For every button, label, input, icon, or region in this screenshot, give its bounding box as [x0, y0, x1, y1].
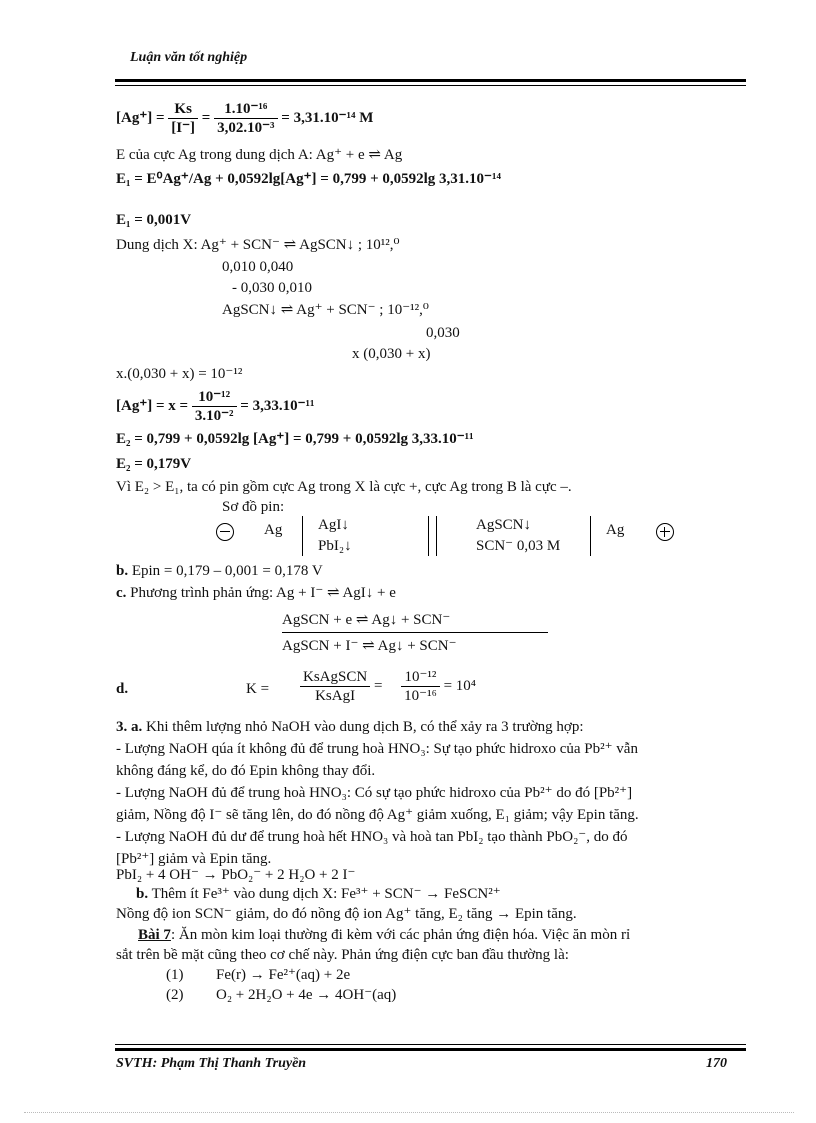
text-line: AgSCN↓ ⇌ Ag⁺ + SCN⁻ ; 10⁻¹²,⁰ — [222, 302, 429, 318]
fraction-ks-over-i — [168, 100, 198, 137]
frac-den: KsAgI — [315, 688, 356, 704]
cell-agscn: AgSCN↓ — [476, 517, 532, 533]
paragraph-line: - Lượng NaOH đủ để trung hoà HNO₃: Có sự tạo phức hidroxo của Pb²⁺ do đó [Pb²⁺] — [116, 785, 633, 801]
paragraph-text: Thêm ít Fe³⁺ vào dung dịch X: Fe³⁺ + SCN⁻ → FeSCN²⁺ — [148, 886, 501, 902]
label-d: d. — [116, 681, 129, 697]
fraction-values — [192, 388, 237, 425]
plus-circle-icon — [656, 523, 674, 541]
paragraph-line: [Pb²⁺] giảm và Epin tăng. — [116, 851, 272, 867]
label-c: c. — [116, 585, 127, 601]
salt-bridge-line — [428, 516, 429, 556]
equation-ag-x — [116, 388, 314, 425]
footer-rule-thick — [115, 1048, 746, 1051]
equation-e2: E₂ = 0,799 + 0,0592lg [Ag⁺] = 0,799 + 0,0592lg 3,33.10⁻¹¹ — [116, 431, 474, 447]
eq-lhs: [Ag⁺] = — [116, 109, 165, 126]
exercise-title: Bài 7 — [138, 927, 171, 943]
text-line: Sơ đồ pin: — [222, 499, 285, 515]
frac-num: 10⁻¹² — [192, 388, 237, 407]
equation-e2-result: E₂ = 0,179V — [116, 456, 192, 472]
fraction-ks — [300, 668, 370, 705]
cell-electrode-left: Ag — [264, 522, 283, 538]
frac-den: 10⁻¹⁶ — [404, 688, 437, 704]
text-line: 0,010 0,040 — [222, 259, 294, 275]
label-b: b. — [136, 886, 149, 902]
paragraph-line — [136, 885, 501, 903]
cell-agi: AgI↓ — [318, 517, 349, 533]
text-line-c — [116, 584, 396, 602]
page-bottom-edge — [24, 1112, 794, 1113]
text-epin: Epin = 0,179 – 0,001 = 0,178 V — [131, 563, 323, 579]
paragraph-line — [116, 718, 583, 736]
equation-e1-result: E₁ = 0,001V — [116, 212, 192, 228]
reaction-line: Fe(r) → Fe²⁺(aq) + 2e — [216, 967, 351, 983]
reaction-number: (2) — [166, 987, 184, 1003]
paragraph-line: giảm, Nồng độ I⁻ sẽ tăng lên, do đó nồng độ Ag⁺ giảm xuống, E₁ giảm; vậy Epin tăng. — [116, 807, 639, 823]
frac-den: 3.10⁻² — [194, 408, 234, 424]
sum-line — [282, 632, 548, 633]
label-3a: 3. a. — [116, 719, 143, 735]
text-line: Vì E₂ > E₁, ta có pin gồm cực Ag trong X là cực +, cực Ag trong B là cực –. — [116, 479, 572, 495]
frac-num: 10⁻¹² — [401, 668, 440, 687]
footer-rule-thin — [115, 1044, 746, 1045]
equation-ag-concentration — [116, 100, 373, 137]
text-line: AgSCN + e ⇌ Ag↓ + SCN⁻ — [282, 612, 451, 628]
text-line: Dung dịch X: Ag⁺ + SCN⁻ ⇌ AgSCN↓ ; 10¹²,⁰ — [116, 237, 400, 253]
k-label: K = — [246, 681, 270, 697]
footer-author: SVTH: Phạm Thị Thanh Truyền — [116, 1056, 307, 1071]
salt-bridge-line — [436, 516, 437, 556]
frac-den: 3,02.10⁻³ — [217, 120, 275, 136]
text-line: 0,030 — [426, 325, 460, 341]
page-header-title: Luận văn tốt nghiệp — [130, 50, 248, 65]
label-b: b. — [116, 563, 129, 579]
header-rule-thin — [115, 85, 746, 86]
footer-page-number: 170 — [706, 1056, 727, 1071]
cell-phase-boundary — [590, 516, 591, 556]
text-reaction: Phương trình phản ứng: Ag + I⁻ ⇌ AgI↓ + e — [130, 585, 396, 601]
frac-den: [I⁻] — [171, 120, 196, 136]
paragraph-text: Khi thêm lượng nhỏ NaOH vào dung dịch B, có thể xảy ra 3 trường hợp: — [142, 719, 584, 735]
reaction-line: O₂ + 2H₂O + 4e → 4OH⁻(aq) — [216, 987, 397, 1003]
paragraph-line: không đáng kể, do đó Epin không thay đổi. — [116, 763, 376, 779]
paragraph-line: - Lượng NaOH qúa ít không đủ để trung hoà HNO₃: Sự tạo phức hidroxo của Pb²⁺ vẫn — [116, 741, 638, 757]
cell-electrode-right: Ag — [606, 522, 625, 538]
text-line: x (0,030 + x) — [352, 346, 431, 362]
eq-result: = 3,31.10⁻¹⁴ M — [281, 109, 374, 126]
eq-lhs: [Ag⁺] = x = — [116, 397, 189, 414]
eq-result: = 10⁴ — [443, 677, 477, 694]
paragraph-line: PbI₂ + 4 OH⁻ → PbO₂⁻ + 2 H₂O + 2 I⁻ — [116, 867, 356, 883]
equation-k — [300, 668, 476, 705]
cell-pbi2: PbI₂↓ — [318, 538, 352, 554]
paragraph-line — [138, 926, 630, 944]
text-line: AgSCN + I⁻ ⇌ Ag↓ + SCN⁻ — [282, 638, 457, 654]
eq-sign: = — [201, 109, 211, 126]
cell-phase-boundary — [302, 516, 303, 556]
eq-result: = 3,33.10⁻¹¹ — [240, 397, 315, 414]
paragraph-line: - Lượng NaOH đủ dư để trung hoà hết HNO₃ và hoà tan PbI₂ tạo thành PbO₂⁻, do đó — [116, 829, 628, 845]
paragraph-line: Nồng độ ion SCN⁻ giảm, do đó nồng độ ion Ag⁺ tăng, E₂ tăng → Epin tăng. — [116, 906, 577, 922]
header-rule-thick — [115, 79, 746, 82]
text-line: E của cực Ag trong dung dịch A: Ag⁺ + e ⇌ Ag — [116, 147, 403, 163]
minus-circle-icon — [216, 523, 234, 541]
text-line: x.(0,030 + x) = 10⁻¹² — [116, 366, 243, 382]
frac-num: KsAgSCN — [300, 668, 370, 687]
equation-e1: E₁ = E⁰Ag⁺/Ag + 0,0592lg[Ag⁺] = 0,799 + 0,0592lg 3,31.10⁻¹⁴ — [116, 171, 501, 187]
eq-sign: = — [373, 677, 383, 694]
cell-scn: SCN⁻ 0,03 M — [476, 538, 561, 554]
fraction-values — [401, 668, 440, 705]
frac-num: Ks — [168, 100, 198, 119]
text-line: - 0,030 0,010 — [232, 280, 312, 296]
text-line-b — [116, 562, 323, 580]
reaction-number: (1) — [166, 967, 184, 983]
paragraph-line: sắt trên bề mặt cũng theo cơ chế này. Phản ứng điện cực ban đầu thường là: — [116, 947, 569, 963]
fraction-values — [214, 100, 277, 137]
paragraph-text: : Ăn mòn kim loại thường đi kèm với các phản ứng điện hóa. Việc ăn mòn rỉ — [170, 927, 631, 943]
frac-num: 1.10⁻¹⁶ — [214, 100, 277, 119]
